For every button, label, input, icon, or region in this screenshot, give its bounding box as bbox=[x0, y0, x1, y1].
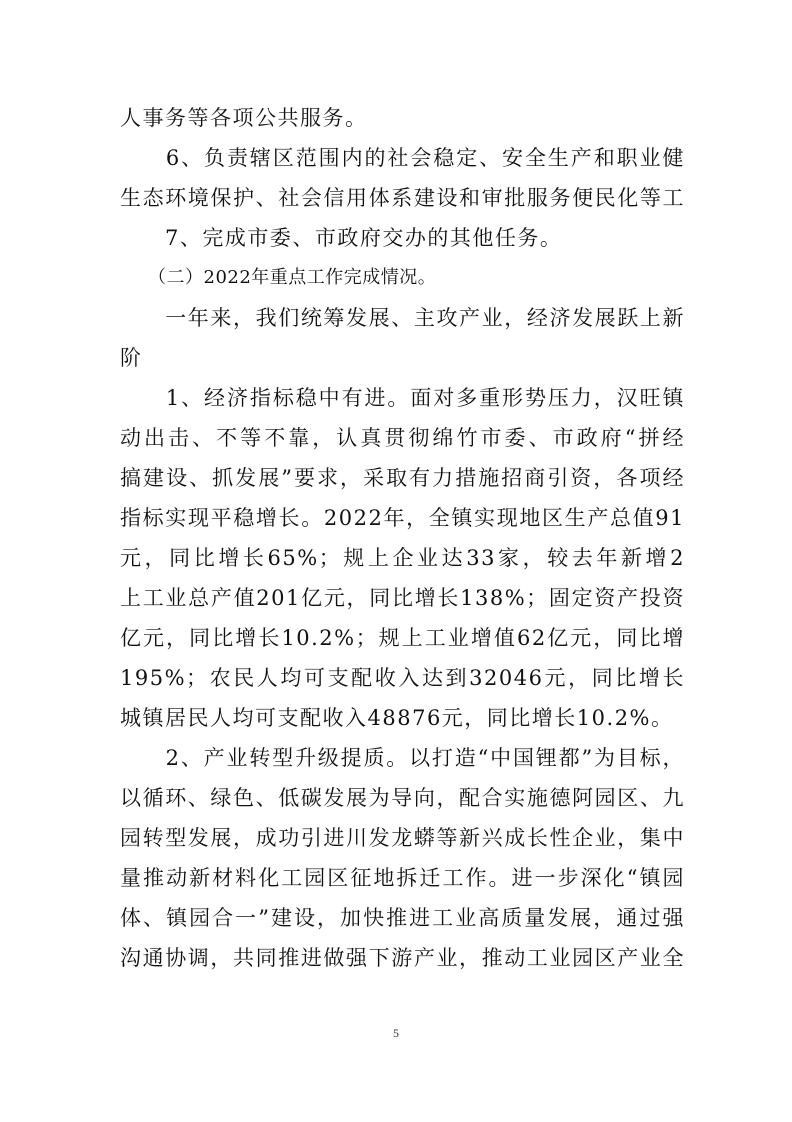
text-line-22: 沟通协调，共同推进做强下游产业，推动工业园区产业全 bbox=[120, 946, 685, 970]
text-line-12: 元，同比增长65%；规上企业达33家，较去年新增2 bbox=[120, 546, 685, 570]
text-line-15: 195%；农民人均可支配收入达到32046元，同比增长 bbox=[120, 666, 685, 690]
text-line-6: 一年来，我们统筹发展、主攻产业，经济发展跃上新 bbox=[165, 306, 685, 330]
text-line-8: 1、经济指标稳中有进。面对多重形势压力，汉旺镇 bbox=[165, 386, 685, 410]
text-line-1: 人事务等各项公共服务。 bbox=[120, 106, 368, 130]
text-line-4: 7、完成市委、市政府交办的其他任务。 bbox=[120, 226, 563, 250]
text-line-20: 量推动新材料化工园区征地拆迁工作。进一步深化“镇园 bbox=[120, 866, 685, 890]
text-line-19: 园转型发展，成功引进川发龙蟒等新兴成长性企业，集中 bbox=[120, 826, 685, 850]
page-number: 5 bbox=[393, 1026, 399, 1040]
text-line-7: 阶 bbox=[120, 346, 143, 370]
text-line-21: 体、镇园合一”建设，加快推进工业高质量发展，通过强 bbox=[120, 906, 685, 930]
text-line-18: 以循环、绿色、低碳发展为导向，配合实施德阿园区、九 bbox=[120, 786, 685, 810]
text-line-17: 2、产业转型升级提质。以打造“中国锂都”为目标， bbox=[120, 746, 685, 770]
text-line-16: 城镇居民人均可支配收入48876元，同比增长10.2%。 bbox=[120, 706, 674, 730]
text-line-14: 亿元，同比增长10.2%；规上工业增值62亿元，同比增 bbox=[120, 626, 685, 650]
text-line-10: 搞建设、抓发展”要求，采取有力措施招商引资，各项经 bbox=[120, 466, 685, 490]
text-line-13: 上工业总产值201亿元，同比增长138%；固定资产投资 bbox=[120, 586, 685, 610]
text-line-2: 6、负责辖区范围内的社会稳定、安全生产和职业健 bbox=[165, 146, 685, 170]
body-text bbox=[120, 98, 685, 978]
section-heading: （二）2022年重点工作完成情况。 bbox=[120, 267, 437, 288]
text-line-9: 动出击、不等不靠，认真贯彻绵竹市委、市政府“拼经 bbox=[120, 426, 685, 450]
text-line-3: 生态环境保护、社会信用体系建设和审批服务便民化等工 bbox=[120, 186, 685, 210]
text-line-11: 指标实现平稳增长。2022年，全镇实现地区生产总值91 bbox=[120, 506, 685, 530]
